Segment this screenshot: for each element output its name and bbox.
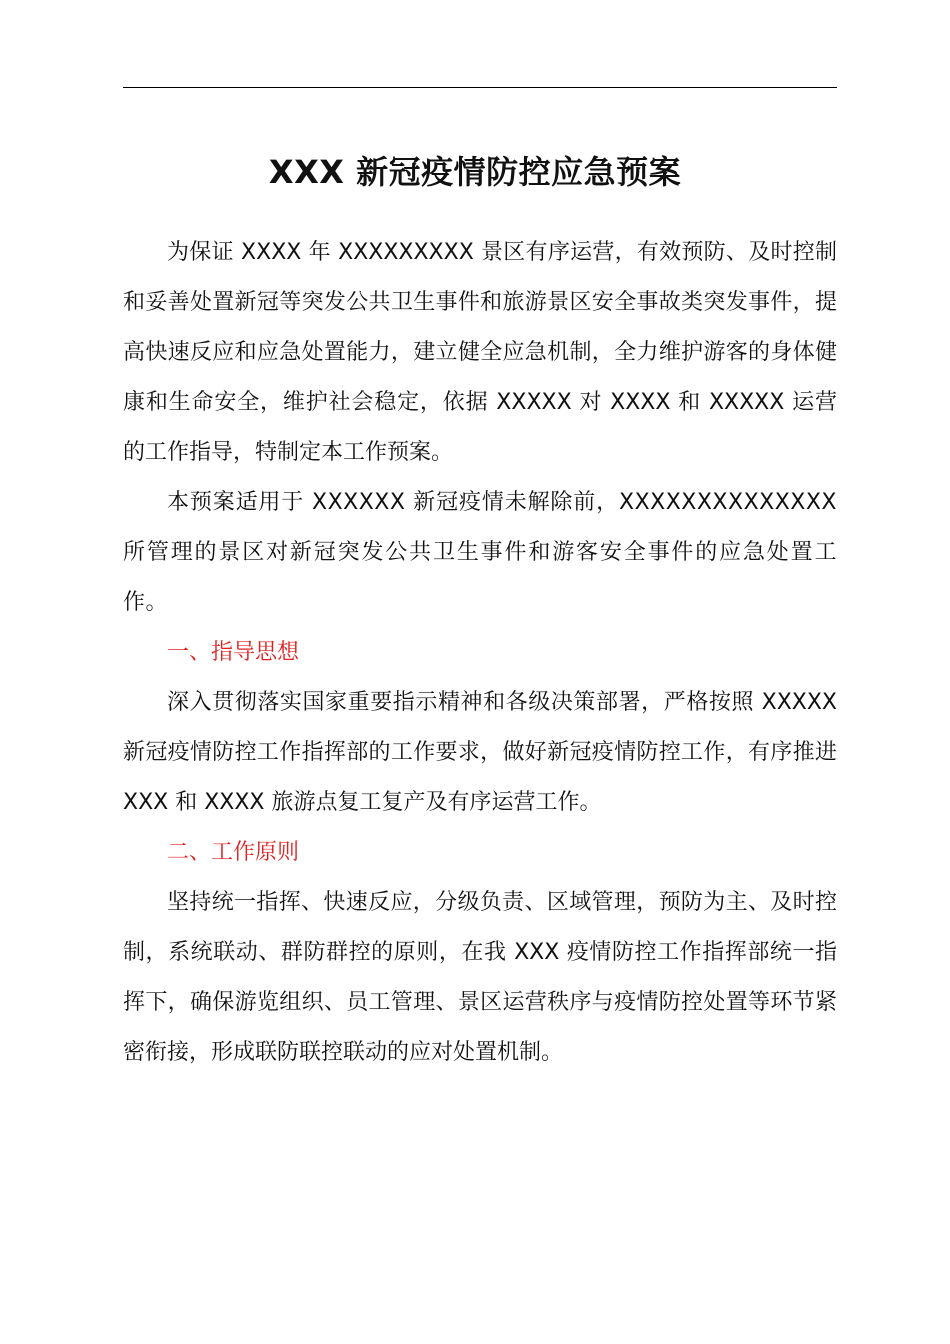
section-heading: 一、指导思想: [167, 640, 300, 665]
document-body: [123, 228, 837, 1078]
intro-paragraph: 为保证 XXXX 年 XXXXXXXXX 景区有序运营，有效预防、及时控制和妥善处置新冠等突发公共卫生事件和旅游景区安全事故类突发事件，提高快速反应和应急处置能力，建立健全应急机制，全力维护游客的身体健康和生命安全，维护社会稳定，依据 XXXXX 对 XXXX 和 XXXXX 运营的工作指导，特制定本工作预案。: [123, 240, 837, 465]
document-title: XXX 新冠疫情防控应急预案: [268, 153, 682, 191]
header-rule: [123, 87, 837, 88]
section-paragraph: 坚持统一指挥、快速反应，分级负责、区域管理，预防为主、及时控制，系统联动、群防群控的原则，在我 XXX 疫情防控工作指挥部统一指挥下，确保游览组织、员工管理、景区运营秩序与疫情防控处置等环节紧密衔接，形成联防联控联动的应对处置机制。: [123, 890, 837, 1065]
section-paragraph: 深入贯彻落实国家重要指示精神和各级决策部署，严格按照 XXXXX 新冠疫情防控工作指挥部的工作要求，做好新冠疫情防控工作，有序推进 XXX 和 XXXX 旅游点复工复产及有序运营工作。: [123, 690, 837, 815]
section-guiding-ideology: [123, 628, 837, 828]
section-heading: 二、工作原则: [167, 840, 300, 865]
section-work-principles: [123, 828, 837, 1078]
scope-paragraph: 本预案适用于 XXXXXX 新冠疫情未解除前，XXXXXXXXXXXXXX 所管理的景区对新冠突发公共卫生事件和游客安全事件的应急处置工作。: [123, 490, 837, 615]
